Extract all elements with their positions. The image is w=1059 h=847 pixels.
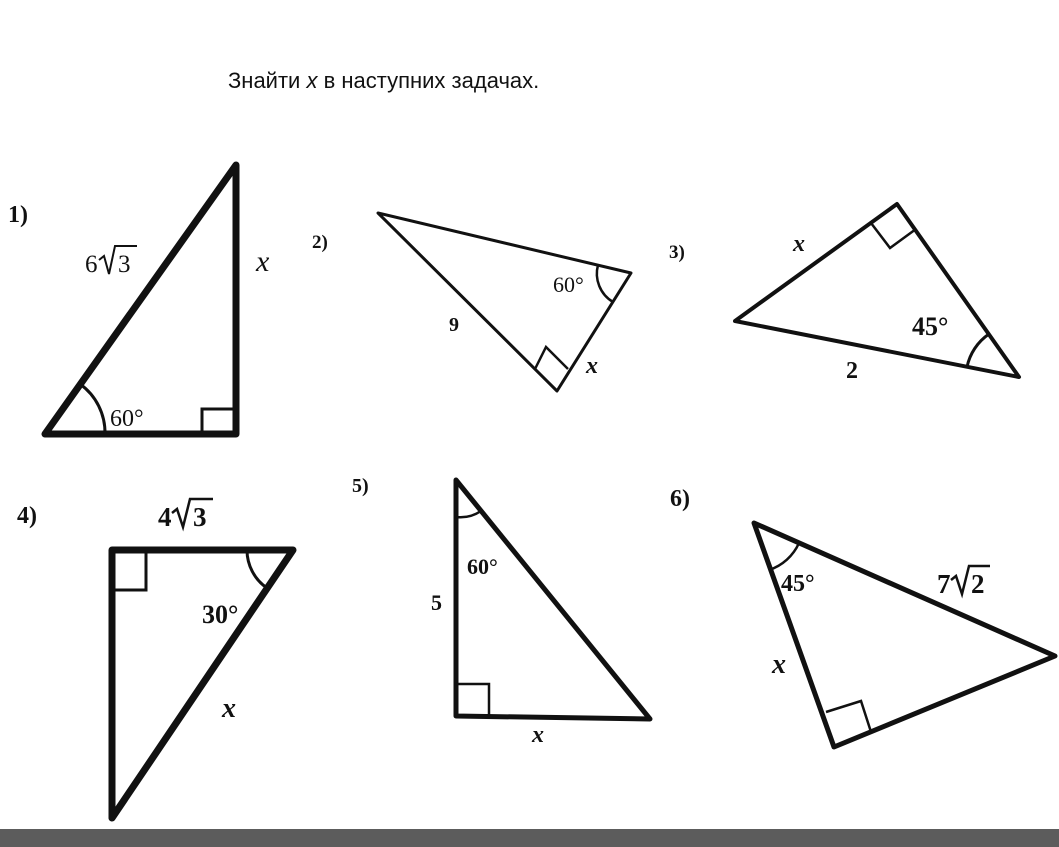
- angle-label-1: 60°: [110, 406, 144, 432]
- unknown-label-6: x: [772, 649, 786, 680]
- angle-label-3: 45°: [912, 312, 949, 341]
- angle-arc-5: [456, 511, 481, 517]
- hypotenuse-label-1: [85, 246, 137, 278]
- bottom-bar: [0, 829, 1059, 847]
- radical-coefficient-6: 7: [937, 569, 951, 599]
- top-side-label-4: [158, 499, 213, 532]
- radical-coefficient-1: 6: [85, 251, 98, 278]
- title-var: x: [306, 68, 318, 93]
- side-label-5: 5: [431, 590, 442, 615]
- right-angle-marker-3: [871, 223, 916, 248]
- unknown-label-3: x: [793, 231, 805, 257]
- problem-5: [352, 475, 650, 748]
- problem-6-number: 6): [670, 486, 690, 512]
- radicand-1: 3: [118, 251, 131, 278]
- problem-2: [312, 213, 631, 391]
- problem-4: [17, 499, 293, 818]
- title-post: в наступних задачах.: [317, 68, 540, 93]
- radicand-6: 2: [971, 569, 985, 599]
- side-label-2: 9: [449, 314, 459, 336]
- radical-coefficient-4: 4: [158, 502, 172, 532]
- right-angle-marker-5: [456, 684, 489, 716]
- right-angle-marker-1: [202, 409, 236, 434]
- angle-label-2: 60°: [553, 272, 584, 297]
- angle-arc-4: [247, 550, 267, 588]
- right-angle-marker-6: [826, 701, 871, 732]
- problem-2-number: 2): [312, 232, 328, 253]
- problem-4-number: 4): [17, 503, 37, 529]
- unknown-label-4: x: [222, 693, 236, 724]
- triangle-1: [45, 165, 236, 434]
- problem-3: [669, 204, 1019, 384]
- triangle-6: [754, 523, 1055, 747]
- unknown-label-5: x: [532, 722, 544, 748]
- problem-1: [8, 165, 270, 434]
- angle-label-6: 45°: [781, 571, 815, 597]
- angle-label-5: 60°: [467, 554, 498, 579]
- title-pre: Знайти: [228, 68, 307, 93]
- right-angle-marker-2: [535, 347, 568, 369]
- problem-3-number: 3): [669, 242, 685, 263]
- hypotenuse-label-6: [937, 566, 990, 599]
- angle-arc-1: [80, 384, 105, 434]
- problem-1-number: 1): [8, 202, 28, 228]
- angle-arc-2: [597, 265, 613, 302]
- unknown-label-1: x: [256, 245, 270, 278]
- side-label-3: 2: [846, 358, 858, 384]
- radicand-4: 3: [193, 502, 207, 532]
- angle-arc-3: [967, 334, 989, 367]
- angle-arc-6: [769, 543, 799, 570]
- problem-5-number: 5): [352, 475, 369, 497]
- problem-6: [670, 486, 1055, 747]
- right-angle-marker-4: [112, 550, 146, 590]
- angle-label-4: 30°: [202, 600, 239, 629]
- unknown-label-2: x: [586, 353, 598, 379]
